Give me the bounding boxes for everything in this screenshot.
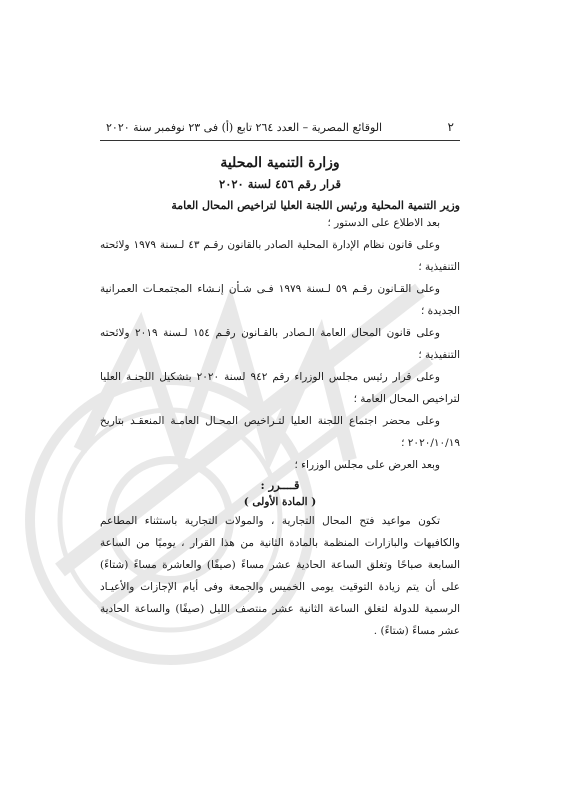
preamble-line: وبعد العرض على مجلس الوزراء ؛ (294, 459, 440, 471)
preamble-line: وعلى قانون نظام الإدارة المحلية الصادر بالقانون رقـم ٤٣ لـسنة ١٩٧٩ ولائحته التنفيذية ؛ (100, 239, 460, 273)
page-number: ٢ (447, 120, 454, 134)
decree-number: قرار رقم ٤٥٦ لسنة ٢٠٢٠ (219, 177, 341, 191)
preamble-line: بعد الاطلاع على الدستور ؛ (327, 217, 440, 229)
minister-title: وزير التنمية المحلية ورئيس اللجنة العليا لتراخيص المحال العامة (171, 199, 460, 212)
preamble-line: وعلى القـانون رقـم ٥٩ لـسنة ١٩٧٩ فـى شـأن إنـشاء المجتمعـات العمرانية الجديدة ؛ (100, 283, 460, 317)
decided-heading: قــــرر : (260, 478, 300, 492)
article-body: تكون مواعيد فتح المحال التجارية ، والمولات التجارية باستثناء المطاعم والكافيهات والبازارات المنظمة بالمادة الثانية من هذا القرار ، يوميًا من الساعة السابعة صباحًا وتغلق الساعة الحادية عشر مساءً (صيفًا) والعاشرة مساءً (شتاءً) على أن يتم زيادة التوقيت يومى الخميس والجمعة وفى أيام الإجازات والأعيـاد الرسمية للدولة لتغلق الساعة الثانية عشر منتصف الليل (صيفًا) والساعة الحادية عشر مساءً (شتاءً) . (100, 515, 460, 637)
running-header (100, 120, 460, 141)
article-title: ( المادة الأولى ) (243, 496, 317, 508)
ministry-heading: وزارة التنمية المحلية (220, 155, 340, 171)
preamble-line: وعلى محضر اجتماع اللجنة العليا لتـراخيص المحـال العامـة المنعقـد بتاريخ ٢٠٢٠/١٠/١٩ ؛ (100, 415, 460, 449)
running-title: الوقائع المصرية – العدد ٢٦٤ تابع (أ) فى ٢٣ نوفمبر سنة ٢٠٢٠ (106, 121, 383, 134)
preamble-line: وعلى قانون المحال العامة الـصادر بالقـانون رقـم ١٥٤ لـسنة ٢٠١٩ ولائحته التنفيذية ؛ (100, 327, 460, 361)
preamble-line: وعلى قرار رئيس مجلس الوزراء رقم ٩٤٢ لسنة ٢٠٢٠ بتشكيل اللجنـة العليا لتراخيص المحال العامة ؛ (100, 371, 460, 405)
document-page (100, 120, 460, 642)
